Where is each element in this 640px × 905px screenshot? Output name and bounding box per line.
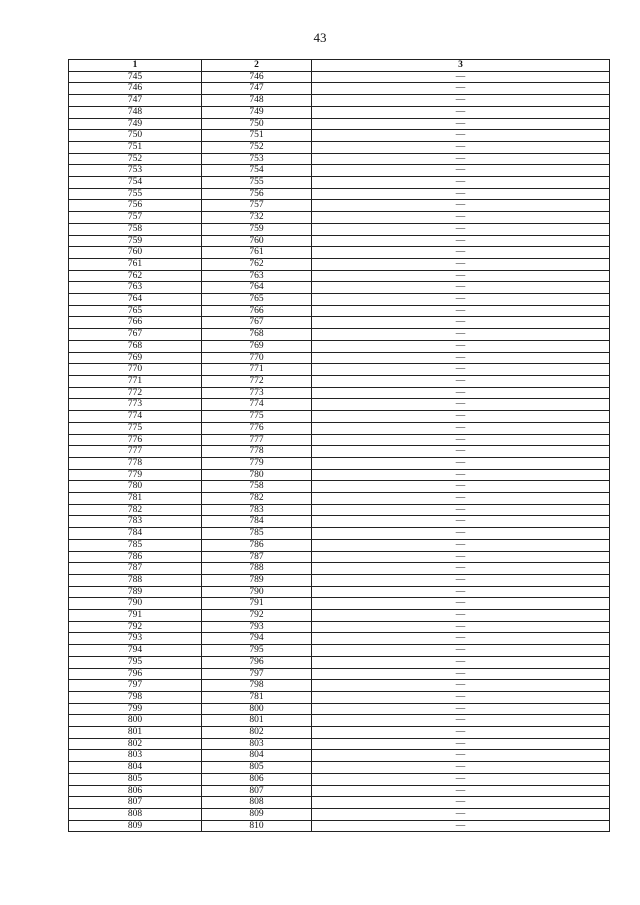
table-cell-col-1: 790 <box>69 598 202 610</box>
table-cell-col-3: — <box>312 305 610 317</box>
table-cell-col-2: 775 <box>202 411 312 423</box>
table-row <box>69 83 610 95</box>
table-cell-col-2: 766 <box>202 305 312 317</box>
table-row <box>69 820 610 832</box>
table-cell-col-2: 767 <box>202 317 312 329</box>
table-cell-col-2: 778 <box>202 446 312 458</box>
table-cell-col-1: 761 <box>69 258 202 270</box>
table-cell-col-3: — <box>312 247 610 259</box>
table-cell-col-3: — <box>312 715 610 727</box>
table-cell-col-3: — <box>312 446 610 458</box>
table-cell-col-1: 768 <box>69 340 202 352</box>
table-cell-col-2: 796 <box>202 656 312 668</box>
table-cell-col-3: — <box>312 106 610 118</box>
table-row <box>69 504 610 516</box>
table-cell-col-2: 760 <box>202 235 312 247</box>
table-cell-col-1: 749 <box>69 118 202 130</box>
table-cell-col-2: 747 <box>202 83 312 95</box>
table-cell-col-1: 765 <box>69 305 202 317</box>
table-cell-col-2: 756 <box>202 188 312 200</box>
table-cell-col-2: 793 <box>202 621 312 633</box>
table-cell-col-2: 755 <box>202 177 312 189</box>
table-row <box>69 551 610 563</box>
table-cell-col-2: 784 <box>202 516 312 528</box>
table-row <box>69 399 610 411</box>
table-cell-col-3: — <box>312 200 610 212</box>
table-cell-col-3: — <box>312 317 610 329</box>
table-cell-col-1: 767 <box>69 329 202 341</box>
table-cell-col-3: — <box>312 212 610 224</box>
table-cell-col-1: 802 <box>69 738 202 750</box>
table-row <box>69 493 610 505</box>
table-row <box>69 212 610 224</box>
table-row <box>69 153 610 165</box>
table-row <box>69 750 610 762</box>
table-row <box>69 703 610 715</box>
table-row <box>69 95 610 107</box>
table-cell-col-3: — <box>312 329 610 341</box>
table-cell-col-2: 810 <box>202 820 312 832</box>
table-cell-col-1: 798 <box>69 691 202 703</box>
table-row <box>69 294 610 306</box>
table-cell-col-3: — <box>312 598 610 610</box>
table-cell-col-1: 776 <box>69 434 202 446</box>
table-cell-col-3: — <box>312 270 610 282</box>
table-cell-col-3: — <box>312 422 610 434</box>
table-cell-col-3: — <box>312 130 610 142</box>
table-cell-col-1: 754 <box>69 177 202 189</box>
table-row <box>69 528 610 540</box>
table-cell-col-1: 746 <box>69 83 202 95</box>
table-row <box>69 610 610 622</box>
table-cell-col-2: 802 <box>202 727 312 739</box>
table-row <box>69 411 610 423</box>
table-cell-col-3: — <box>312 165 610 177</box>
table-row <box>69 738 610 750</box>
table-cell-col-2: 762 <box>202 258 312 270</box>
column-header-3: 3 <box>312 60 610 72</box>
table-cell-col-2: 776 <box>202 422 312 434</box>
table-cell-col-2: 770 <box>202 352 312 364</box>
table-cell-col-1: 788 <box>69 574 202 586</box>
data-table <box>68 59 610 832</box>
table-cell-col-2: 748 <box>202 95 312 107</box>
table-row <box>69 141 610 153</box>
table-cell-col-2: 792 <box>202 610 312 622</box>
table-row <box>69 516 610 528</box>
table-row <box>69 106 610 118</box>
table-cell-col-1: 795 <box>69 656 202 668</box>
table-row <box>69 364 610 376</box>
table-cell-col-2: 764 <box>202 282 312 294</box>
table-row <box>69 352 610 364</box>
table-cell-col-1: 762 <box>69 270 202 282</box>
table-row <box>69 785 610 797</box>
table-cell-col-1: 796 <box>69 668 202 680</box>
table-cell-col-1: 780 <box>69 481 202 493</box>
table-row <box>69 727 610 739</box>
table-cell-col-2: 771 <box>202 364 312 376</box>
table-cell-col-3: — <box>312 141 610 153</box>
table-row <box>69 563 610 575</box>
table-row <box>69 668 610 680</box>
table-row <box>69 633 610 645</box>
table-row <box>69 586 610 598</box>
table-cell-col-2: 777 <box>202 434 312 446</box>
table-cell-col-3: — <box>312 71 610 83</box>
table-cell-col-2: 757 <box>202 200 312 212</box>
table-cell-col-1: 801 <box>69 727 202 739</box>
table-cell-col-1: 769 <box>69 352 202 364</box>
table-row <box>69 375 610 387</box>
table-row <box>69 235 610 247</box>
table-cell-col-2: 785 <box>202 528 312 540</box>
table-cell-col-2: 787 <box>202 551 312 563</box>
table-cell-col-3: — <box>312 703 610 715</box>
table-row <box>69 539 610 551</box>
table-row <box>69 165 610 177</box>
table-cell-col-1: 770 <box>69 364 202 376</box>
table-cell-col-2: 765 <box>202 294 312 306</box>
table-row <box>69 118 610 130</box>
table-row <box>69 598 610 610</box>
table-cell-col-2: 788 <box>202 563 312 575</box>
table-cell-col-1: 800 <box>69 715 202 727</box>
table-cell-col-3: — <box>312 504 610 516</box>
table-cell-col-2: 779 <box>202 457 312 469</box>
table-cell-col-2: 758 <box>202 481 312 493</box>
table-cell-col-1: 750 <box>69 130 202 142</box>
table-cell-col-3: — <box>312 668 610 680</box>
table-cell-col-1: 763 <box>69 282 202 294</box>
table-cell-col-1: 786 <box>69 551 202 563</box>
table-cell-col-1: 778 <box>69 457 202 469</box>
table-cell-col-2: 807 <box>202 785 312 797</box>
table-cell-col-2: 782 <box>202 493 312 505</box>
table-cell-col-3: — <box>312 586 610 598</box>
table-cell-col-3: — <box>312 645 610 657</box>
table-cell-col-3: — <box>312 177 610 189</box>
table-row <box>69 200 610 212</box>
table-cell-col-3: — <box>312 153 610 165</box>
table-row <box>69 71 610 83</box>
table-row <box>69 223 610 235</box>
table-cell-col-3: — <box>312 258 610 270</box>
table-cell-col-2: 773 <box>202 387 312 399</box>
column-header-2: 2 <box>202 60 312 72</box>
table-row <box>69 446 610 458</box>
table-cell-col-2: 800 <box>202 703 312 715</box>
table-cell-col-3: — <box>312 188 610 200</box>
table-cell-col-1: 757 <box>69 212 202 224</box>
table-cell-col-2: 804 <box>202 750 312 762</box>
table-cell-col-2: 805 <box>202 762 312 774</box>
table-cell-col-2: 791 <box>202 598 312 610</box>
table-row <box>69 762 610 774</box>
table-cell-col-2: 751 <box>202 130 312 142</box>
table-cell-col-2: 750 <box>202 118 312 130</box>
table-row <box>69 340 610 352</box>
table-cell-col-1: 779 <box>69 469 202 481</box>
table-cell-col-3: — <box>312 469 610 481</box>
table-row <box>69 387 610 399</box>
table-cell-col-1: 751 <box>69 141 202 153</box>
table-cell-col-3: — <box>312 610 610 622</box>
table-cell-col-2: 789 <box>202 574 312 586</box>
table-cell-col-3: — <box>312 282 610 294</box>
table-cell-col-3: — <box>312 691 610 703</box>
table-cell-col-3: — <box>312 621 610 633</box>
table-cell-col-2: 780 <box>202 469 312 481</box>
table-cell-col-1: 799 <box>69 703 202 715</box>
table-cell-col-3: — <box>312 574 610 586</box>
table-cell-col-1: 774 <box>69 411 202 423</box>
table-cell-col-1: 755 <box>69 188 202 200</box>
table-body <box>69 71 610 832</box>
table-cell-col-2: 753 <box>202 153 312 165</box>
table-cell-col-3: — <box>312 387 610 399</box>
table-cell-col-1: 771 <box>69 375 202 387</box>
table-cell-col-3: — <box>312 727 610 739</box>
table-cell-col-2: 795 <box>202 645 312 657</box>
table-cell-col-1: 789 <box>69 586 202 598</box>
table-cell-col-1: 787 <box>69 563 202 575</box>
table-cell-col-2: 786 <box>202 539 312 551</box>
table-cell-col-2: 768 <box>202 329 312 341</box>
table-row <box>69 188 610 200</box>
table-row <box>69 270 610 282</box>
table-cell-col-1: 775 <box>69 422 202 434</box>
table-cell-col-3: — <box>312 797 610 809</box>
table-cell-col-1: 781 <box>69 493 202 505</box>
table-cell-col-1: 805 <box>69 773 202 785</box>
table-cell-col-2: 783 <box>202 504 312 516</box>
table-cell-col-1: 764 <box>69 294 202 306</box>
table-row <box>69 469 610 481</box>
table-cell-col-1: 759 <box>69 235 202 247</box>
table-cell-col-3: — <box>312 83 610 95</box>
table-cell-col-3: — <box>312 481 610 493</box>
table-cell-col-3: — <box>312 680 610 692</box>
table-cell-col-2: 746 <box>202 71 312 83</box>
table-cell-col-2: 809 <box>202 809 312 821</box>
table-row <box>69 457 610 469</box>
table-cell-col-3: — <box>312 95 610 107</box>
page-number: 43 <box>313 30 327 45</box>
table-cell-col-1: 797 <box>69 680 202 692</box>
table-row <box>69 130 610 142</box>
table-cell-col-3: — <box>312 656 610 668</box>
table-cell-col-3: — <box>312 235 610 247</box>
table-cell-col-3: — <box>312 738 610 750</box>
table-cell-col-1: 777 <box>69 446 202 458</box>
table-cell-col-2: 790 <box>202 586 312 598</box>
table-cell-col-1: 792 <box>69 621 202 633</box>
table-cell-col-2: 806 <box>202 773 312 785</box>
table-cell-col-2: 754 <box>202 165 312 177</box>
table-cell-col-1: 785 <box>69 539 202 551</box>
table-cell-col-2: 749 <box>202 106 312 118</box>
column-header-1: 1 <box>69 60 202 72</box>
table-cell-col-1: 772 <box>69 387 202 399</box>
table-row <box>69 691 610 703</box>
table-cell-col-3: — <box>312 773 610 785</box>
table-cell-col-2: 761 <box>202 247 312 259</box>
table-cell-col-2: 797 <box>202 668 312 680</box>
table-cell-col-3: — <box>312 551 610 563</box>
table-cell-col-1: 806 <box>69 785 202 797</box>
table-cell-col-1: 752 <box>69 153 202 165</box>
table-cell-col-2: 774 <box>202 399 312 411</box>
table-cell-col-3: — <box>312 340 610 352</box>
table-row <box>69 773 610 785</box>
table-cell-col-1: 783 <box>69 516 202 528</box>
table-cell-col-2: 763 <box>202 270 312 282</box>
table-cell-col-2: 752 <box>202 141 312 153</box>
table-cell-col-2: 769 <box>202 340 312 352</box>
table-cell-col-1: 807 <box>69 797 202 809</box>
table-row <box>69 247 610 259</box>
table-cell-col-3: — <box>312 352 610 364</box>
table-row <box>69 680 610 692</box>
table-row <box>69 177 610 189</box>
table-row <box>69 715 610 727</box>
table-cell-col-3: — <box>312 364 610 376</box>
table-cell-col-2: 759 <box>202 223 312 235</box>
table-cell-col-3: — <box>312 785 610 797</box>
table-cell-col-1: 753 <box>69 165 202 177</box>
table-cell-col-3: — <box>312 539 610 551</box>
table-cell-col-3: — <box>312 294 610 306</box>
table-cell-col-3: — <box>312 809 610 821</box>
table-row <box>69 656 610 668</box>
table-cell-col-1: 784 <box>69 528 202 540</box>
table-cell-col-1: 760 <box>69 247 202 259</box>
table-cell-col-3: — <box>312 223 610 235</box>
table-cell-col-1: 793 <box>69 633 202 645</box>
table-cell-col-3: — <box>312 118 610 130</box>
table-header-row <box>69 60 610 72</box>
table-cell-col-1: 809 <box>69 820 202 832</box>
table-row <box>69 621 610 633</box>
table-cell-col-3: — <box>312 820 610 832</box>
table-cell-col-2: 801 <box>202 715 312 727</box>
table-cell-col-1: 748 <box>69 106 202 118</box>
table-row <box>69 797 610 809</box>
table-cell-col-3: — <box>312 750 610 762</box>
table-cell-col-1: 808 <box>69 809 202 821</box>
table-row <box>69 305 610 317</box>
table-row <box>69 422 610 434</box>
table-cell-col-3: — <box>312 633 610 645</box>
table-cell-col-2: 772 <box>202 375 312 387</box>
table-cell-col-1: 782 <box>69 504 202 516</box>
table-cell-col-3: — <box>312 375 610 387</box>
table-row <box>69 258 610 270</box>
table-row <box>69 481 610 493</box>
table-cell-col-2: 732 <box>202 212 312 224</box>
table-cell-col-1: 756 <box>69 200 202 212</box>
table-cell-col-3: — <box>312 762 610 774</box>
table-cell-col-2: 781 <box>202 691 312 703</box>
table-cell-col-2: 794 <box>202 633 312 645</box>
table-row <box>69 317 610 329</box>
table-row <box>69 645 610 657</box>
table-row <box>69 574 610 586</box>
table-cell-col-2: 798 <box>202 680 312 692</box>
table-cell-col-3: — <box>312 563 610 575</box>
table-cell-col-1: 758 <box>69 223 202 235</box>
table-cell-col-1: 745 <box>69 71 202 83</box>
table-cell-col-1: 803 <box>69 750 202 762</box>
table-cell-col-1: 747 <box>69 95 202 107</box>
table-cell-col-3: — <box>312 457 610 469</box>
table-cell-col-1: 766 <box>69 317 202 329</box>
table-row <box>69 329 610 341</box>
table-cell-col-3: — <box>312 434 610 446</box>
table-row <box>69 434 610 446</box>
table-cell-col-2: 808 <box>202 797 312 809</box>
table-row <box>69 809 610 821</box>
table-row <box>69 282 610 294</box>
table-cell-col-1: 791 <box>69 610 202 622</box>
table-cell-col-1: 794 <box>69 645 202 657</box>
table-cell-col-3: — <box>312 399 610 411</box>
table-cell-col-3: — <box>312 411 610 423</box>
table-cell-col-1: 804 <box>69 762 202 774</box>
table-cell-col-3: — <box>312 528 610 540</box>
table-cell-col-3: — <box>312 516 610 528</box>
table-cell-col-2: 803 <box>202 738 312 750</box>
table-cell-col-1: 773 <box>69 399 202 411</box>
table-cell-col-3: — <box>312 493 610 505</box>
